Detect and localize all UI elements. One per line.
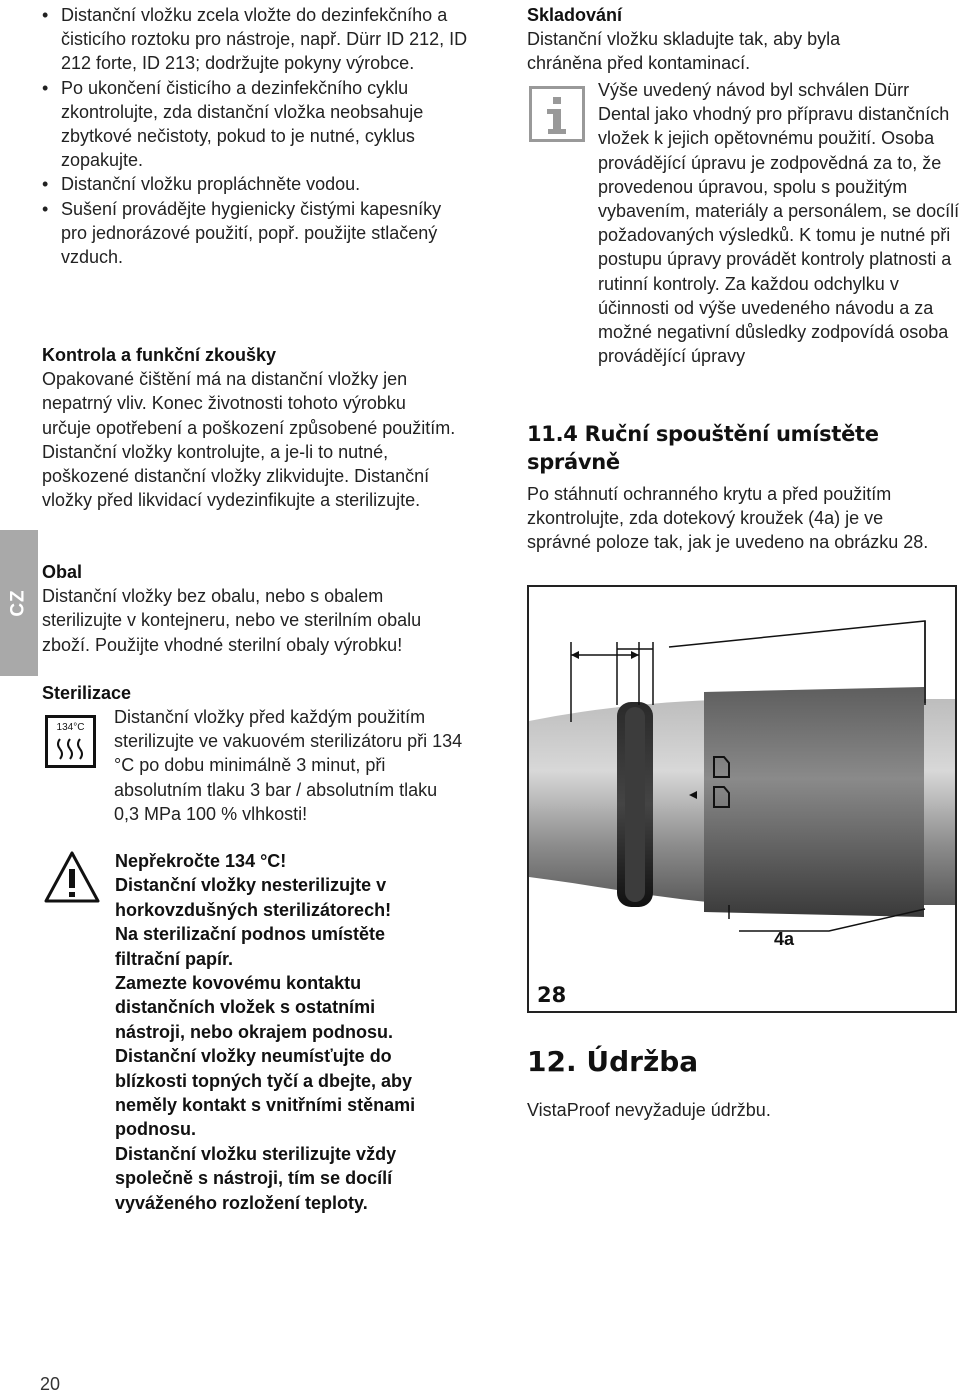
warning-line: Distanční vložky neumísťujte do blízkosti topných tyčí a dbejte, aby neměly kontakt s vnitřními stěnami podnosu. (115, 1046, 416, 1140)
info-icon (529, 86, 585, 142)
figure-number: 28 (537, 983, 567, 1007)
section-12 (527, 1042, 957, 1122)
bullet-item: • Distanční vložku zcela vložte do dezinfekčního a čisticího roztoku pro nástroje, např. Dürr ID 212, ID 212 forte, ID 213; dodržujte pokyny výrobce. (42, 3, 476, 76)
heat-symbol-label: 134°C (56, 722, 85, 733)
section-11-heading: 11.4 Ruční spouštění umístěte správně (527, 422, 879, 474)
sterilizace-section (42, 681, 482, 824)
page-number: 20 (40, 1374, 61, 1394)
kontrola-section (42, 343, 462, 512)
cleaning-bullets (42, 3, 482, 269)
bullet-item: • Sušení provádějte hygienicky čistými kapesníky pro jednorázové použití, popř. použijte stlačený vzduch. (42, 197, 466, 270)
warning-line: Na sterilizační podnos umístěte filtrační papír. (115, 924, 386, 969)
warning-icon (44, 850, 100, 906)
device-illustration (529, 587, 955, 1011)
warning-block (115, 849, 465, 1215)
section-12-text: VistaProof nevyžaduje údržbu. (527, 1100, 771, 1120)
sterilizace-heading: Sterilizace (42, 683, 132, 703)
section-11 (527, 420, 957, 555)
skladovani-section (527, 3, 947, 76)
warning-line: Distanční vložky nesterilizujte v horkovzdušných sterilizátorech! (115, 875, 392, 920)
heat-symbol-icon (45, 715, 96, 768)
info-text: Výše uvedený návod byl schválen Dürr Dental jako vhodný pro přípravu distančních vložek k jejich opětovnému použití. Osoba provádějící úpravu je zodpovědná za to, že provedenou úpravou, spolu s použitým vybavením, materiály a personálem, se docílí požadovaných výsledků. K tomu je nutné při postupu úpravy provádět kontroly platnosti a rutinní kontroly. Za každou odchylku v účinnosti od výše uvedeného návodu a za možné negativní důsledky zodpovídá osoba provádějící úpravy (598, 80, 960, 367)
kontrola-text: Opakované čištění má na distanční vložky jen nepatrný vliv. Konec životnosti tohoto výrobku určuje opotřebení a poškození způsobené použitím. Distanční vložky kontrolujte, a je-li to nutné, poškozené distanční vložky zlikvidujte. Distanční vložky před likvidací vydezinfikujte a sterilizujte. (42, 369, 456, 511)
obal-text: Distanční vložky bez obalu, nebo s obalem sterilizujte v kontejneru, nebo ve sterilním obalu zboží. Použijte vhodné sterilní obaly výrobku! (42, 586, 422, 655)
language-tab-label: CZ (7, 589, 29, 617)
skladovani-heading: Skladování (527, 5, 623, 25)
kontrola-heading: Kontrola a funkční zkoušky (42, 345, 277, 365)
obal-heading: Obal (42, 562, 83, 582)
callout-4a: 4a (774, 929, 795, 949)
warning-line: Zamezte kovovému kontaktu distančních vložek s ostatními nástroji, nebo okrajem podnosu. (115, 973, 394, 1042)
obal-section (42, 560, 482, 657)
skladovani-text: Distanční vložku skladujte tak, aby byla chráněna před kontaminací. (527, 29, 841, 74)
figure-28 (527, 585, 957, 1013)
sterilizace-text: Distanční vložky před každým použitím sterilizujte ve vakuovém sterilizátoru při 134 °C po dobu minimálně 3 minut, při absolutním tlaku 3 bar / absolutním tlaku 0,3 MPa 100 % vlhkosti! (114, 707, 463, 824)
section-11-text: Po stáhnutí ochranného krytu a před použitím zkontrolujte, zda dotekový kroužek (4a) je ve správné poloze tak, jak je uvedeno na obrázku 28. (527, 484, 929, 553)
language-tab (0, 530, 38, 676)
warning-line: Nepřekročte 134 °C! (115, 851, 287, 871)
warning-line: Distanční vložku sterilizujte vždy společně s nástroji, tím se docílí vyváženého rozložení teploty. (115, 1143, 397, 1213)
bullet-item: • Distanční vložku propláchněte vodou. (42, 172, 482, 196)
bullet-item: • Po ukončení čisticího a dezinfekčního cyklu zkontrolujte, zda distanční vložka neobsahuje zbytkové nečistoty, pokud to je nutné, cyklus zopakujte. (42, 76, 481, 173)
section-12-heading: 12. Údržba (527, 1045, 699, 1078)
